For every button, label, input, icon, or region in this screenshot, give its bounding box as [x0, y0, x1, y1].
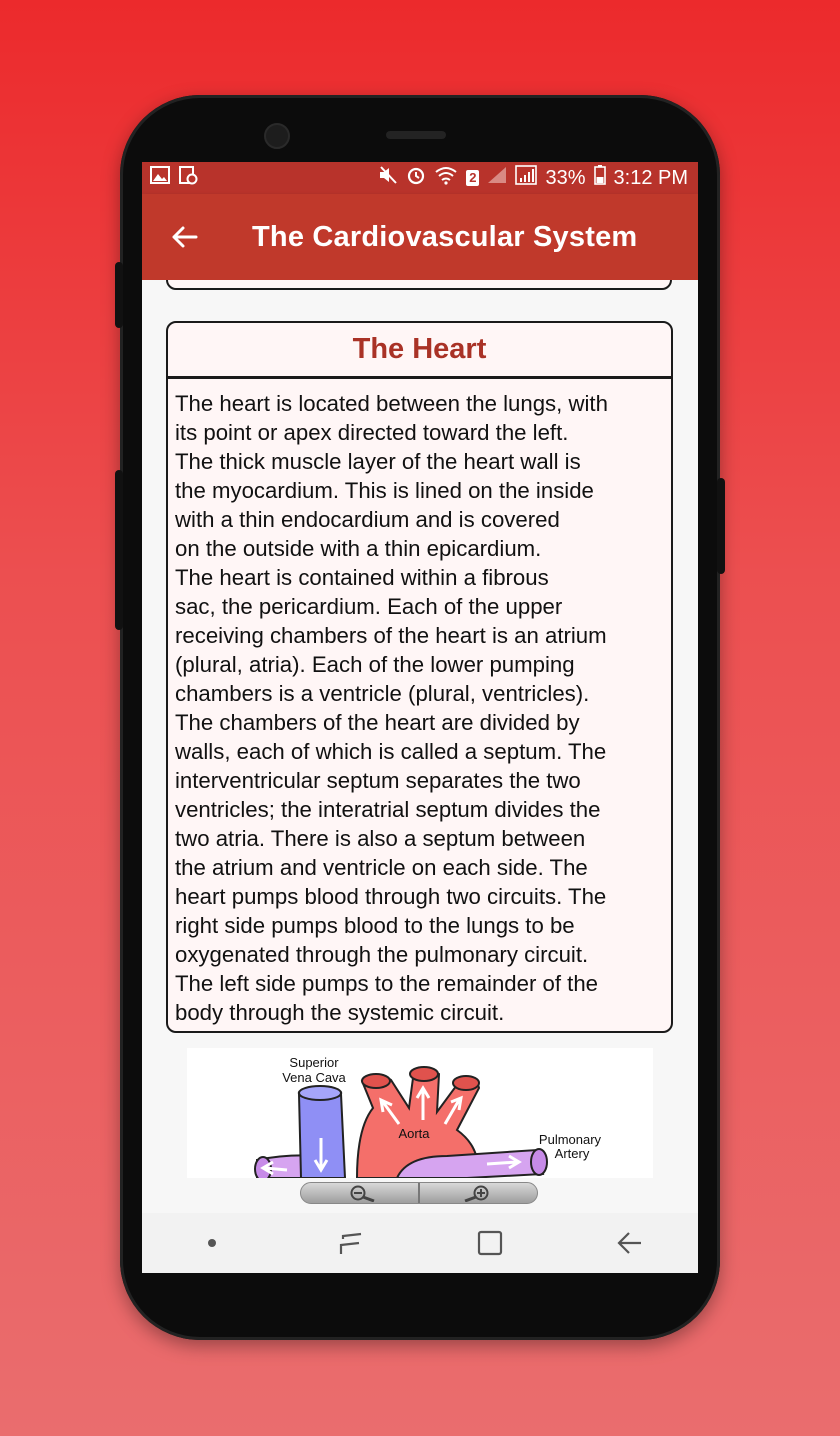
screen: [142, 162, 698, 1273]
status-bar: [142, 162, 698, 194]
notification-icon: [178, 165, 198, 191]
phone-side-button-left-top: [115, 262, 123, 328]
gallery-icon: [150, 166, 170, 190]
app-bar: [142, 194, 698, 280]
section-card: [166, 321, 673, 1033]
wifi-icon: [434, 165, 458, 191]
sim-badge: 2: [466, 170, 479, 186]
front-camera: [264, 123, 290, 149]
earpiece-speaker: [386, 131, 446, 139]
zoom-in-icon: [459, 1184, 499, 1202]
label-superior-vena-cava-line2: Vena Cava: [282, 1070, 346, 1085]
section-title: The Heart: [352, 333, 487, 365]
back-button[interactable]: [142, 194, 226, 280]
arrow-left-icon: [170, 225, 198, 249]
zoom-in-button[interactable]: [418, 1183, 537, 1203]
system-back-button[interactable]: [589, 1213, 669, 1273]
home-square-icon: [476, 1229, 504, 1257]
signal-icon-empty: [487, 166, 507, 190]
home-button[interactable]: [450, 1213, 530, 1273]
battery-icon: [594, 165, 606, 191]
page-title: The Cardiovascular System: [252, 220, 638, 253]
dot-icon: [207, 1238, 217, 1248]
label-aorta: Aorta: [398, 1126, 430, 1141]
heart-diagram: [187, 1048, 653, 1178]
nav-dot-button[interactable]: [172, 1213, 252, 1273]
recent-apps-icon: [337, 1230, 365, 1256]
navigation-bar: [142, 1213, 698, 1273]
phone-side-button-right: [717, 478, 725, 574]
back-arrow-icon: [615, 1230, 643, 1256]
signal-icon: [515, 165, 537, 191]
clock: 3:12 PM: [613, 166, 688, 189]
mute-icon: [378, 165, 398, 191]
scroll-content[interactable]: [142, 280, 698, 1213]
label-pulmonary-artery-line2: Artery: [554, 1146, 590, 1161]
label-pulmonary-artery-line1: Pulmonary: [538, 1132, 602, 1147]
label-superior-vena-cava-line1: Superior: [289, 1055, 339, 1070]
phone-side-button-left-bottom: [115, 470, 123, 630]
section-body: The heart is located between the lungs, with its point or apex directed toward the left. The thick muscle layer of the heart wall is the myocardium. This is lined on the inside with a thin endocardium and is covered on the outside with a thin epicardium. The heart is contained within a fibrous sac, the pericardium. Each of the upper receiving chambers of the heart is an atrium (plural, atria). Each of the lower pumping chambers is a ventricle (plural, ventricles). The chambers of the heart are divided by walls, each of which is called a septum. The interventricular septum separates the two ventricles; the interatrial septum divides the two atria. There is also a septum between the atrium and ventricle on each side. The heart pumps blood through two circuits. The right side pumps blood to the lungs to be oxygenated through the pulmonary circuit. The left side pumps to the remainder of the body through the systemic circuit.: [175, 391, 608, 1025]
battery-percent: 33%: [545, 166, 586, 189]
alarm-icon: [406, 165, 426, 191]
previous-section-card: [166, 280, 672, 290]
zoom-controls: [300, 1182, 538, 1204]
zoom-out-button[interactable]: [301, 1183, 418, 1203]
section-header: [168, 323, 671, 379]
zoom-out-icon: [340, 1184, 380, 1202]
recent-apps-button[interactable]: [311, 1213, 391, 1273]
